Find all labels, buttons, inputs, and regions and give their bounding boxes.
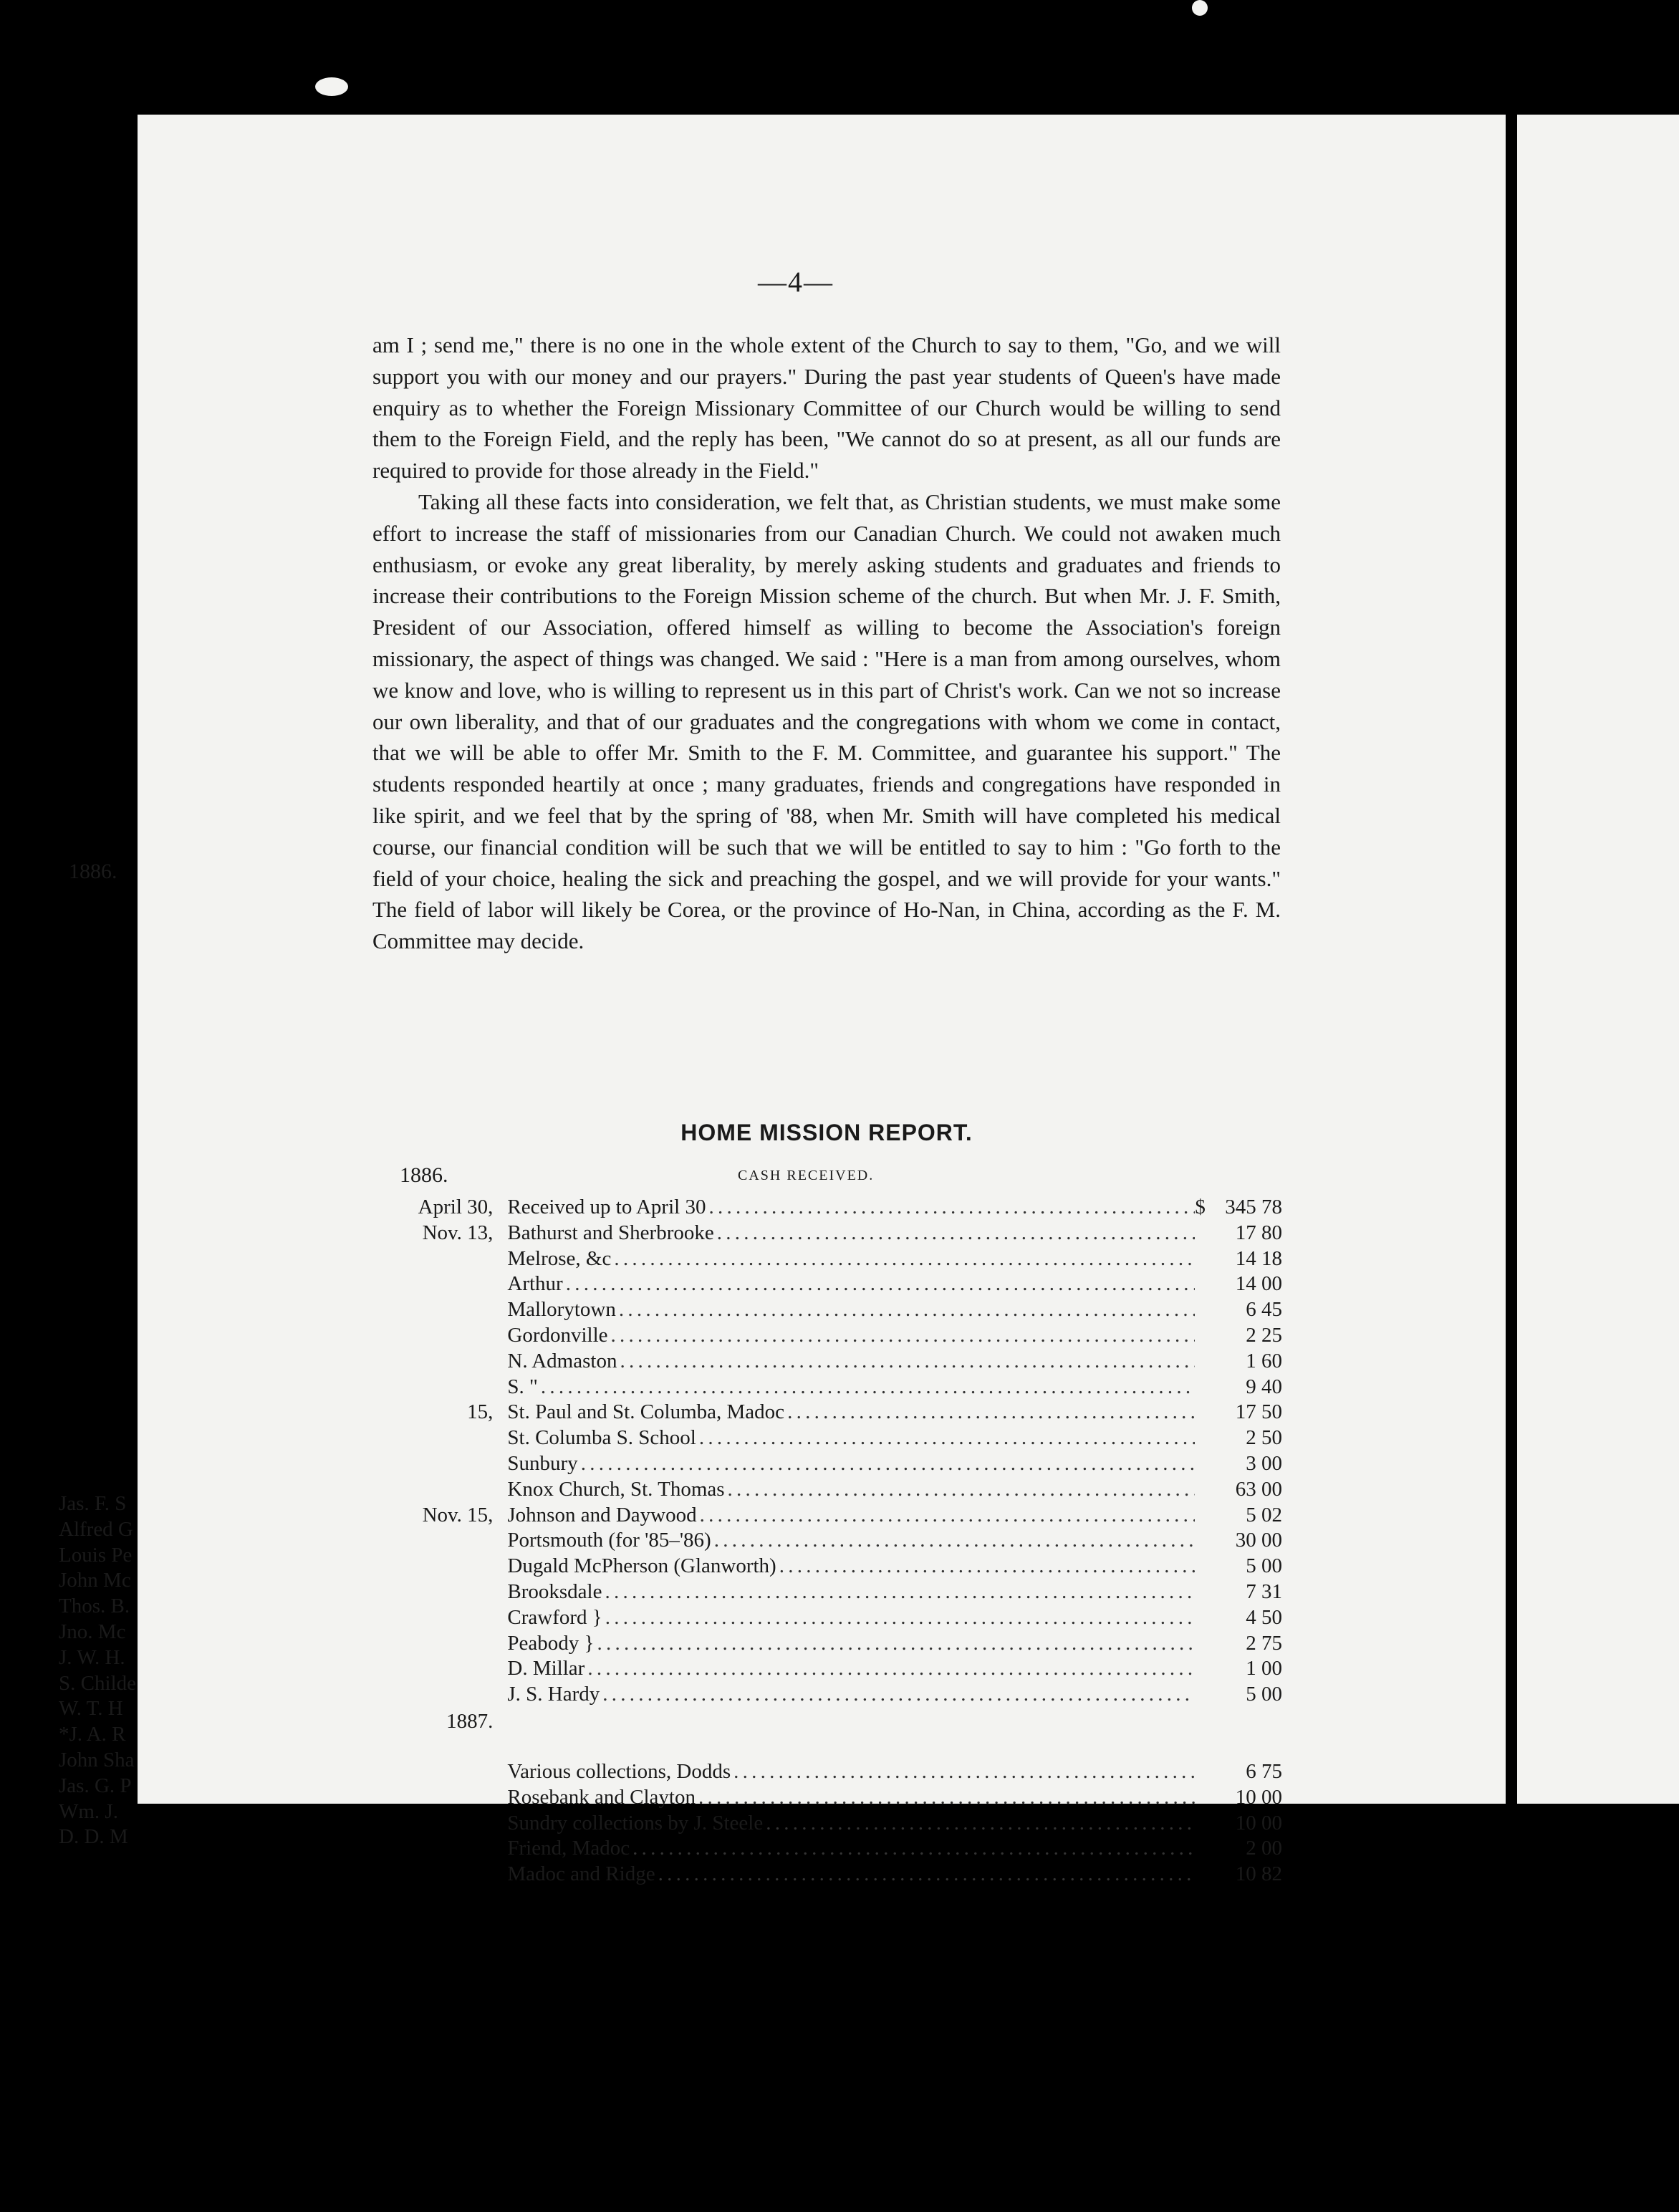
- entry-description: N. Admaston: [507, 1349, 617, 1372]
- cash-received-heading: CASH RECEIVED.: [738, 1168, 875, 1183]
- dot-leader: [566, 1271, 1195, 1297]
- paragraph-2: Taking all these facts into consideration, we felt that, as Christian students, we must make some effort to increase the staff of missionaries from our Canadian Church. We could not awaken much enthusiasm, or evoke any great liberality, by merely asking students and graduates and friends to increase their contributions to the Foreign Mission scheme of the church. But when Mr. J. F. Smith, President of our Association, offered himself as willing to become the Association's foreign missionary, the aspect of things was changed. We said : "Here is a man from among ourselves, whom we know and love, who is willing to represent us in this part of Christ's work. Can we not so increase our own liberality, and that of our graduates and the congregations with whom we come in contact, that we will be able to offer Mr. Smith to the F. M. Committee, and guarantee his support." The students responded heartily at once ; many graduates, friends and congregations have responded in like spirit, and we feel that by the spring of '88, when Mr. Smith will have completed his medical course, our financial condition will be such that we will be entitled to say to him : "Go forth to the field of your choice, healing the sick and preaching the gospel, and we will provide for your wants." The field of labor will likely be Corea, or the province of Ho-Nan, in China, according as the F. M. Committee may decide.: [372, 489, 1281, 954]
- entry-description: Dugald McPherson (Glanworth): [507, 1554, 776, 1578]
- table-row: [372, 1656, 1282, 1682]
- dot-leader: [620, 1349, 1195, 1375]
- entry-amount: 4 50: [1246, 1605, 1282, 1629]
- entry-amount: 2 50: [1246, 1426, 1282, 1450]
- facing-page-name: Louis Pe: [59, 1543, 133, 1567]
- table-row: [372, 1682, 1282, 1708]
- entry-description-cell: [507, 1554, 1195, 1579]
- table-row: [372, 1528, 1282, 1554]
- entry-description: Peabody }: [507, 1631, 595, 1655]
- entry-description: Johnson and Daywood: [507, 1503, 697, 1526]
- dot-leader: [787, 1400, 1195, 1425]
- entry-description: Friend, Madoc: [507, 1837, 630, 1860]
- entry-description-cell: [507, 1785, 1195, 1811]
- facing-page-name: *J. A. R: [59, 1723, 126, 1746]
- facing-page-name: W. T. H: [59, 1697, 123, 1721]
- entry-description-cell: [507, 1271, 1195, 1297]
- entry-amount: 14 00: [1235, 1272, 1282, 1296]
- facing-page-name: D. D. M: [59, 1825, 128, 1849]
- entry-description-cell: [507, 1605, 1195, 1631]
- table-row: [372, 1246, 1282, 1272]
- facing-page-name: S. Childe: [59, 1671, 136, 1695]
- entry-description: Gordonville: [507, 1323, 608, 1347]
- table-row: [372, 1221, 1282, 1246]
- entry-amount: 17 50: [1235, 1400, 1282, 1424]
- report-title: HOME MISSION REPORT.: [680, 1120, 973, 1145]
- entry-description-cell: [507, 1579, 1195, 1605]
- table-row: [372, 1425, 1282, 1451]
- entry-date: Nov. 13,: [422, 1221, 494, 1244]
- facing-page-year: 1886.: [69, 860, 117, 883]
- entry-description: Crawford }: [507, 1605, 602, 1629]
- facing-page-name: Jas. F. S: [59, 1492, 127, 1515]
- entry-amount: 10 82: [1235, 1862, 1282, 1886]
- entry-description-cell: [507, 1631, 1195, 1657]
- facing-page-name: J. W. H.: [59, 1645, 125, 1669]
- entry-description-cell: [507, 1375, 1195, 1400]
- entry-description-cell: [507, 1400, 1195, 1425]
- entry-description: Bathurst and Sherbrooke: [507, 1221, 714, 1244]
- dot-leader: [728, 1477, 1195, 1503]
- dot-leader: [717, 1221, 1195, 1246]
- entry-description-cell: [507, 1759, 1195, 1785]
- table-row: [372, 1759, 1282, 1785]
- cash-received-table: [372, 1195, 1282, 1888]
- table-row: [372, 1785, 1282, 1811]
- dot-leader: [766, 1811, 1195, 1837]
- table-row: [372, 1451, 1282, 1477]
- facing-page: [1517, 115, 1679, 1804]
- facing-page-name: John Mc: [59, 1569, 131, 1592]
- table-row: [372, 1836, 1282, 1862]
- entry-description: Madoc and Ridge: [507, 1862, 655, 1886]
- dot-leader: [605, 1579, 1195, 1605]
- entry-description-cell: [507, 1195, 1195, 1221]
- dot-leader: [602, 1682, 1195, 1708]
- entry-description: Received up to April 30: [507, 1196, 706, 1218]
- table-row: [372, 1605, 1282, 1631]
- dot-leader: [587, 1656, 1195, 1682]
- dot-leader: [708, 1195, 1195, 1221]
- dot-leader: [699, 1425, 1195, 1451]
- entry-description-cell: [507, 1836, 1195, 1862]
- page-number: —4—: [758, 266, 834, 298]
- dot-leader: [714, 1528, 1195, 1554]
- entry-description: Sunbury: [507, 1451, 578, 1475]
- entry-amount: 63 00: [1235, 1477, 1282, 1501]
- table-row: [372, 1579, 1282, 1605]
- table-row: [372, 1554, 1282, 1579]
- table-row: [372, 1375, 1282, 1400]
- facing-page-name: Wm. J.: [59, 1799, 118, 1823]
- entry-description: Various collections, Dodds: [507, 1759, 731, 1783]
- entry-description-cell: [507, 1425, 1195, 1451]
- dot-leader: [541, 1375, 1195, 1400]
- table-row: [372, 1862, 1282, 1888]
- page-blemish: [1192, 0, 1208, 16]
- dollar-sign: $: [1195, 1196, 1206, 1218]
- entry-amount: 6 45: [1246, 1298, 1282, 1322]
- entry-description-cell: [507, 1528, 1195, 1554]
- entry-amount: 2 25: [1246, 1323, 1282, 1347]
- facing-page-names: [59, 1491, 136, 1850]
- table-row: [372, 1503, 1282, 1529]
- table-row: [372, 1477, 1282, 1503]
- entry-amount: 1 00: [1246, 1657, 1282, 1680]
- dot-leader: [698, 1785, 1195, 1811]
- entry-date: 15,: [467, 1400, 494, 1424]
- dot-leader: [597, 1631, 1195, 1657]
- entry-description: Sundry collections by J. Steele: [507, 1811, 764, 1834]
- year-header: 1886.: [400, 1163, 448, 1187]
- facing-page-name: Jas. G. P: [59, 1774, 132, 1797]
- entry-description: Arthur: [507, 1272, 563, 1296]
- entry-description-cell: [507, 1221, 1195, 1246]
- dot-leader: [611, 1323, 1195, 1349]
- entry-description-cell: [507, 1656, 1195, 1682]
- table-row: [372, 1349, 1282, 1375]
- entry-description: St. Columba S. School: [507, 1426, 696, 1450]
- entry-amount: 6 75: [1246, 1759, 1282, 1783]
- entry-description-cell: [507, 1862, 1195, 1888]
- table-row: [372, 1631, 1282, 1657]
- entry-amount: 9 40: [1246, 1375, 1282, 1398]
- entry-description: Knox Church, St. Thomas: [507, 1477, 725, 1501]
- table-row: [372, 1323, 1282, 1349]
- dot-leader: [658, 1862, 1195, 1888]
- entry-amount: 345 78: [1225, 1196, 1282, 1218]
- entry-amount: 5 00: [1246, 1683, 1282, 1706]
- entry-description-cell: [507, 1451, 1195, 1477]
- entry-date: 1887.: [446, 1709, 494, 1733]
- entry-description: Rosebank and Clayton: [507, 1785, 696, 1809]
- dot-leader: [619, 1297, 1195, 1323]
- entry-description-cell: [507, 1297, 1195, 1323]
- entry-description: St. Paul and St. Columba, Madoc: [507, 1400, 785, 1424]
- dot-leader: [605, 1605, 1195, 1631]
- entry-description-cell: [507, 1682, 1195, 1708]
- entry-amount: 10 00: [1235, 1811, 1282, 1834]
- entry-date: April 30,: [418, 1196, 494, 1218]
- entry-amount: 7 31: [1246, 1579, 1282, 1603]
- dot-leader: [581, 1451, 1195, 1477]
- paragraph-1: am I ; send me," there is no one in the whole extent of the Church to say to them, "Go, and we will support you with our money and our prayers." During the past year students of Queen's have made enquiry as to whether the Foreign Missionary Committee of our Church would be willing to send them to the Foreign Field, and the reply has been, "We cannot do so at present, as all our funds are required to provide for those already in the Field.": [372, 332, 1281, 484]
- entry-description-cell: [507, 1323, 1195, 1349]
- entry-description-cell: [507, 1811, 1195, 1837]
- facing-page-name: Alfred G: [59, 1517, 133, 1541]
- entry-amount: 14 18: [1235, 1246, 1282, 1270]
- entry-amount: 1 60: [1246, 1349, 1282, 1372]
- facing-page-name: Thos. B.: [59, 1595, 130, 1618]
- table-row: [372, 1811, 1282, 1837]
- entry-description-cell: [507, 1349, 1195, 1375]
- entry-description: J. S. Hardy: [507, 1683, 600, 1706]
- dot-leader: [632, 1836, 1195, 1862]
- table-row: [372, 1195, 1282, 1221]
- entry-description-cell: [507, 1503, 1195, 1529]
- table-row: [372, 1271, 1282, 1297]
- entry-description-cell: [507, 1246, 1195, 1272]
- entry-amount: 3 00: [1246, 1451, 1282, 1475]
- entry-amount: 5 02: [1246, 1503, 1282, 1526]
- dot-leader: [614, 1246, 1195, 1272]
- entry-description-cell: [507, 1477, 1195, 1503]
- entry-description: D. Millar: [507, 1657, 585, 1680]
- entry-description: Portsmouth (for '85–'86): [507, 1529, 711, 1552]
- body-text: [372, 330, 1281, 957]
- entry-description: Melrose, &c: [507, 1246, 612, 1270]
- dot-leader: [700, 1503, 1195, 1529]
- entry-amount: 30 00: [1235, 1529, 1282, 1552]
- year-row: [372, 1708, 1282, 1759]
- entry-amount: 17 80: [1235, 1221, 1282, 1244]
- facing-page-name: Jno. Mc: [59, 1620, 126, 1643]
- entry-amount: 5 00: [1246, 1554, 1282, 1578]
- entry-description: S. ": [507, 1375, 538, 1398]
- entry-description: Brooksdale: [507, 1579, 602, 1603]
- entry-amount: 2 75: [1246, 1631, 1282, 1655]
- entry-description: Mallorytown: [507, 1298, 616, 1322]
- dot-leader: [733, 1759, 1195, 1785]
- table-row: [372, 1400, 1282, 1425]
- table-row: [372, 1297, 1282, 1323]
- facing-page-name: John Sha: [59, 1748, 135, 1771]
- page-blemish: [315, 77, 348, 96]
- entry-date: Nov. 15,: [422, 1503, 494, 1526]
- entry-amount: 2 00: [1246, 1837, 1282, 1860]
- dot-leader: [779, 1554, 1195, 1579]
- entry-amount: 10 00: [1235, 1785, 1282, 1809]
